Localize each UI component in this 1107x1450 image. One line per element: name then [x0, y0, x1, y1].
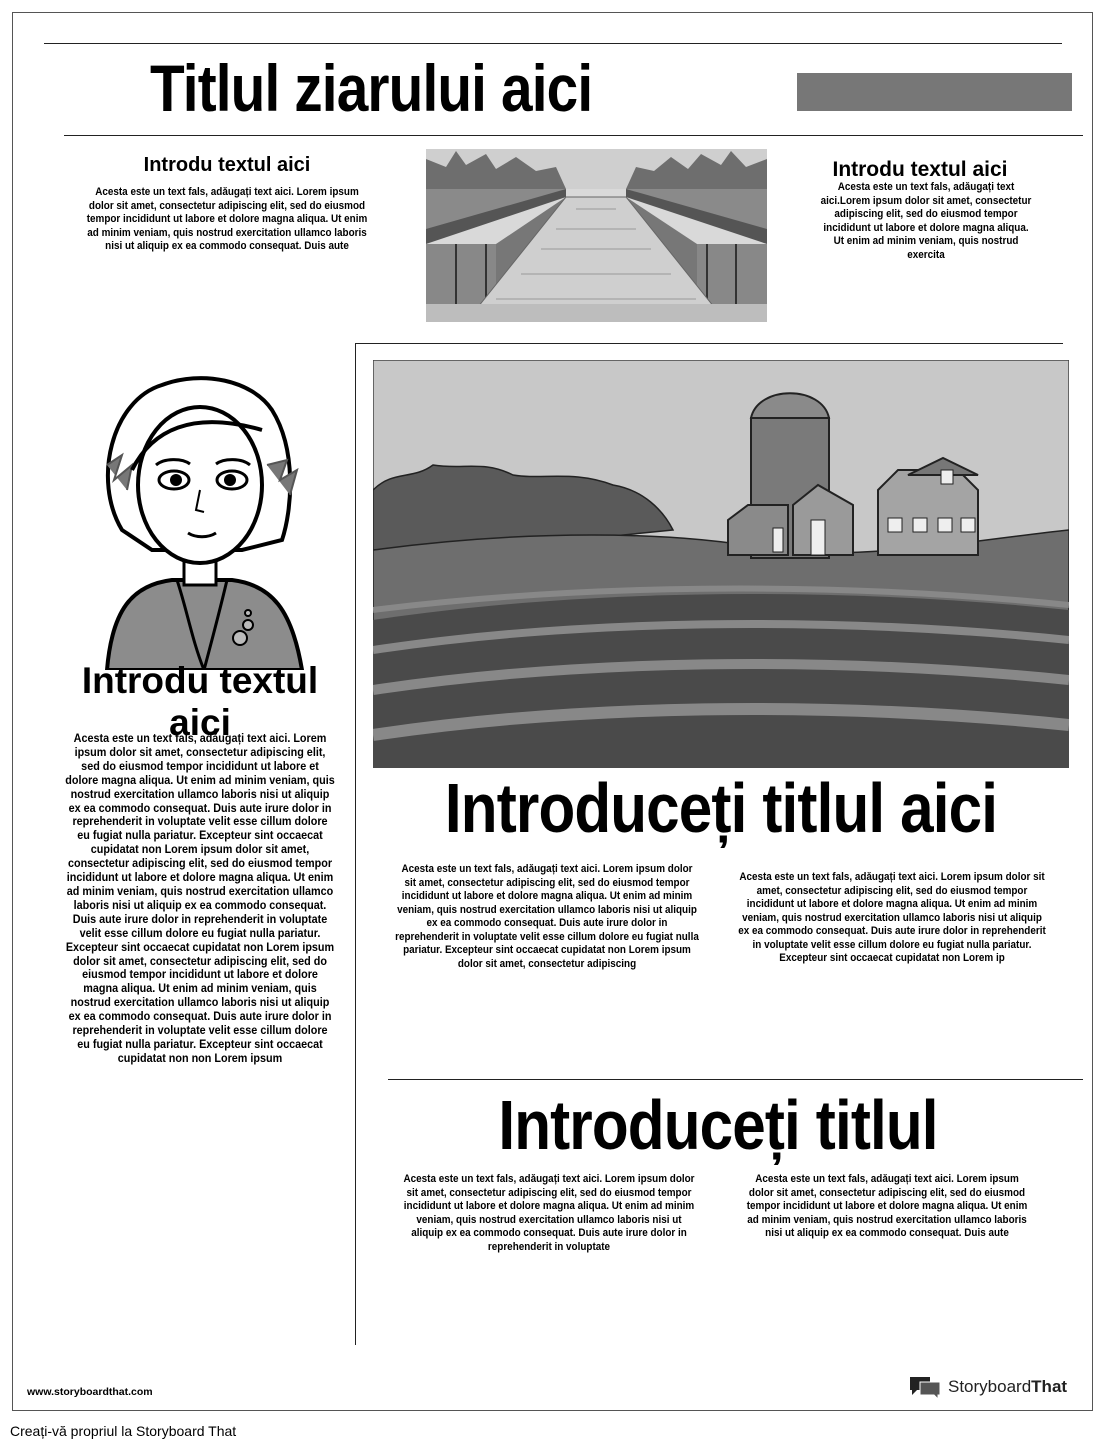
left-column-body: Acesta este un text fals, adăugați text aici. Lorem ipsum dolor sit amet, consectetur adipiscing elit, sed do eiusmod tempor incididunt ut labore et dolore magna aliqua. Ut enim ad minim veniam, quis nostrud exercitation ullamco laboris nisi ut aliquip ex ea commodo consequat. Duis aute irure dolor in reprehenderit in voluptate velit esse cillum dolore eu fugiat nulla pariatur. Excepteur sint occaecat cupidatat non Lorem ipsum dolor sit amet, consectetur adipiscing elit, sed do eiusmod tempor incididunt ut labore et dolore magna aliqua. Ut enim ad minim veniam, quis nostrud exercitation ullamco laboris nisi ut aliquip ex ea commodo consequat. Duis aute irure dolor in reprehenderit in voluptate velit esse cillum dolore eu fugiat nulla pariatur. Excepteur sint occaecat cupidatat non Lorem ipsum dolor sit amet, consectetur adipiscing elit, sed do eiusmod tempor incididunt ut labore et dolore magna aliqua. Ut enim ad minim veniam, quis nostrud exercitation ullamco laboris nisi ut aliquip ex ea commodo consequat. Duis aute irure dolor in reprehenderit in voluptate velit esse cillum dolore eu fugiat nulla pariatur. Excepteur sint occaecat cupidatat non non Lorem ipsum: [65, 731, 335, 1065]
top-left-heading: Introdu textul aici: [143, 154, 311, 176]
boardwalk-image: [426, 149, 767, 322]
brand-part-a: Storyboard: [948, 1377, 1032, 1396]
newspaper-title: Titlul ziarului aici: [150, 51, 593, 125]
second-headline: Introduceți titlul: [498, 1086, 938, 1164]
second-rule: [388, 1079, 1083, 1080]
create-your-own-credit[interactable]: Creați-vă propriul la Storyboard That: [10, 1423, 237, 1439]
top-right-heading: Introdu textul aici: [832, 158, 1008, 181]
masthead-gray-bar: [797, 73, 1072, 111]
farm-image: [373, 360, 1069, 768]
woman-illustration: [92, 370, 312, 670]
second-col1: Acesta este un text fals, adăugați text aici. Lorem ipsum dolor sit amet, consectetur adipiscing elit, sed do eiusmod tempor incididunt ut labore et dolore magna aliqua. Ut enim ad minim veniam, quis nostrud exercitation ullamco laboris nisi ut aliquip ex ea commodo consequat. Duis aute irure dolor in reprehenderit in voluptate: [403, 1173, 695, 1253]
top-left-body: Acesta este un text fals, adăugați text aici. Lorem ipsum dolor sit amet, consectetur adipiscing elit, sed do eiusmod tempor incididunt ut labore et dolore magna aliqua. Ut enim ad minim veniam, quis nostrud exercitation ullamco laboris nisi ut aliquip ex ea commodo consequat. Duis aute: [86, 186, 368, 252]
feature-headline: Introduceți titlul aici: [444, 769, 998, 847]
column-divider: [355, 343, 356, 1345]
storyboardthat-logo[interactable]: [908, 1374, 1067, 1400]
top-right-body: Acesta este un text fals, adăugați text aici.Lorem ipsum dolor sit amet, consectetur adipiscing elit, sed do eiusmod tempor incididunt ut labore et dolore magna aliqua. Ut enim ad minim veniam, quis nostrud exercita: [820, 181, 1032, 261]
feature-col2: Acesta este un text fals, adăugați text aici. Lorem ipsum dolor sit amet, consectetur adipiscing elit, sed do eiusmod tempor incididunt ut labore et dolore magna aliqua. Ut enim ad minim veniam, quis nostrud exercitation ullamco laboris nisi ut aliquip ex ea commodo consequat. Duis aute irure dolor in reprehenderit in voluptate velit esse cillum dolore eu fugiat nulla pariatur. Excepteur sint occaecat cupidatat non Lorem ip: [738, 871, 1046, 964]
speech-bubbles-icon: [908, 1374, 942, 1400]
feature-col1: Acesta este un text fals, adăugați text aici. Lorem ipsum dolor sit amet, consectetur adipiscing elit, sed do eiusmod tempor incididunt ut labore et dolore magna aliqua. Ut enim ad minim veniam, quis nostrud exercitation ullamco laboris nisi ut aliquip ex ea commodo consequat. Duis aute irure dolor in reprehenderit in voluptate velit esse cillum dolore eu fugiat nulla pariatur. Excepteur sint occaecat cupidatat non Lorem ipsum dolor sit amet, consectetur adipiscing: [395, 863, 699, 970]
feature-rule: [356, 343, 1063, 344]
masthead-rule: [64, 135, 1083, 136]
left-column-heading: Introdu textul aici: [81, 660, 319, 743]
footer-url[interactable]: www.storyboardthat.com: [27, 1386, 153, 1398]
second-col2: Acesta este un text fals, adăugați text aici. Lorem ipsum dolor sit amet, consectetur adipiscing elit, sed do eiusmod tempor incididunt ut labore et dolore magna aliqua. Ut enim ad minim veniam, quis nostrud exercitation ullamco laboris nisi ut aliquip ex ea commodo consequat. Duis aute: [746, 1173, 1028, 1239]
brand-part-b: That: [1031, 1377, 1068, 1396]
top-rule: [44, 43, 1062, 44]
